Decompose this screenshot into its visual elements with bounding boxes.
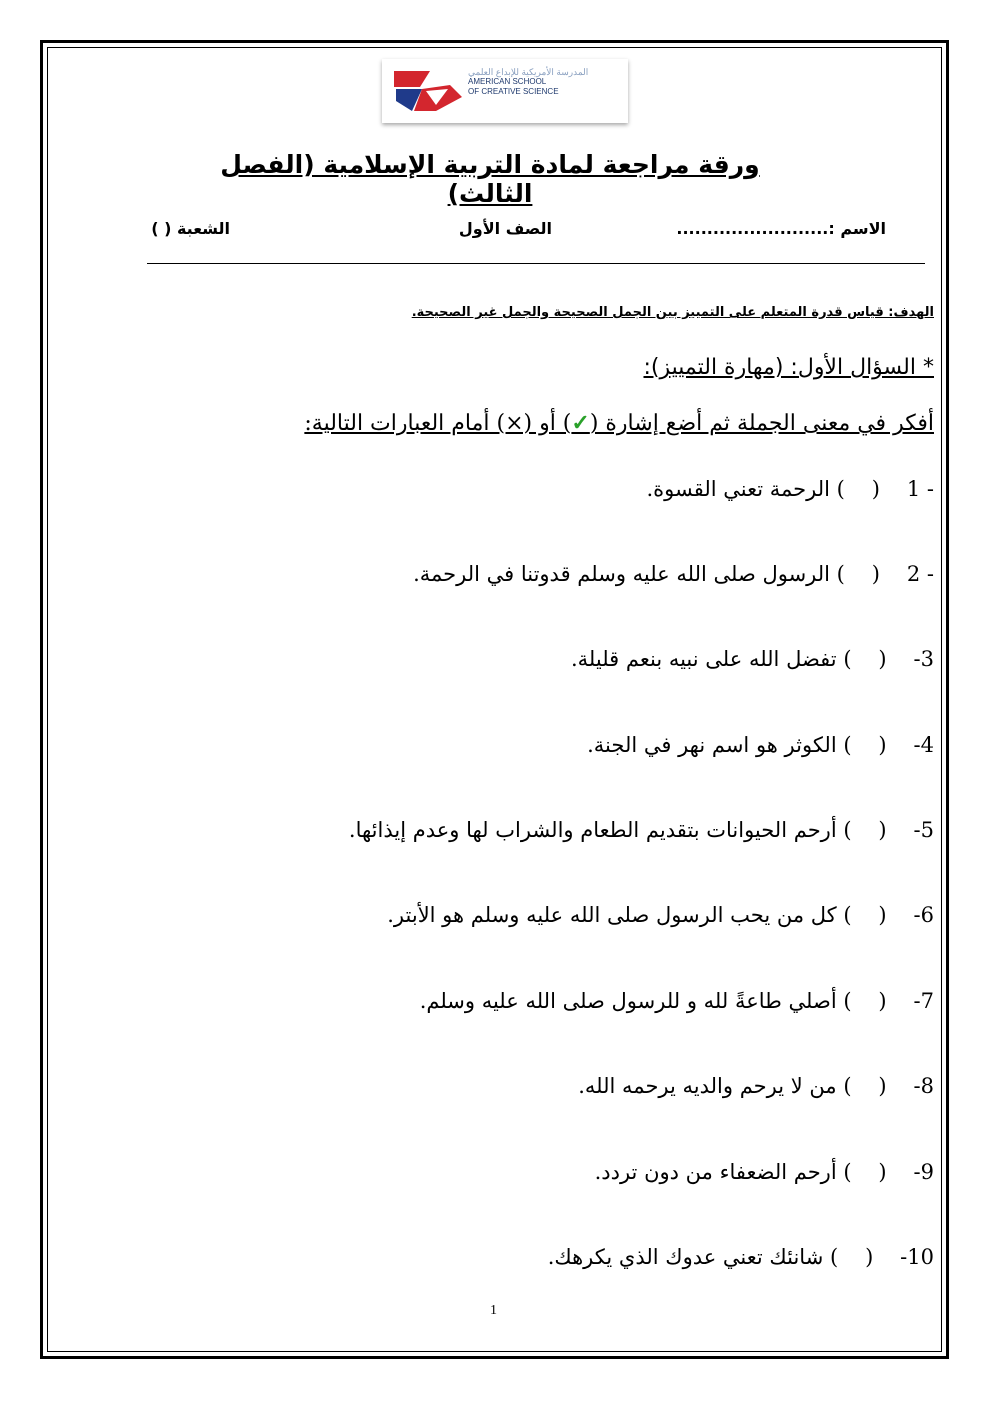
list-item: 1 - ( ) الرحمة تعني القسوة.	[646, 477, 934, 501]
item-number: -7	[913, 989, 934, 1013]
item-number: -6	[913, 903, 934, 927]
list-item: -4 ( ) الكوثر هو اسم نهر في الجنة.	[587, 733, 934, 757]
instruction-line	[304, 410, 934, 436]
school-logo	[382, 59, 628, 123]
list-item: -5 ( ) أرحم الحيوانات بتقديم الطعام والشراب لها وعدم إيذائها.	[348, 818, 934, 842]
item-number: -3	[913, 647, 934, 671]
instruction-text-end: ) أو (×) أمام العبارات التالية:	[304, 411, 572, 436]
school-emblem-icon	[392, 67, 464, 115]
list-item: -7 ( ) أصلي طاعةً لله و للرسول صلى الله عليه وسلم.	[419, 989, 934, 1013]
worksheet-title: ورقة مراجعة لمادة التربية الإسلامية (الفصل الثالث)	[220, 150, 760, 208]
logo-english-name-2: OF CREATIVE SCIENCE	[468, 87, 559, 96]
item-text: ) كل من يحب الرسول صلى الله عليه وسلم هو الأبتر.	[387, 903, 852, 927]
item-text: ) تفضل الله على نبيه بنعم قليلة.	[570, 647, 852, 671]
list-item: -9 ( ) أرحم الضعفاء من دون تردد.	[594, 1160, 934, 1184]
grade-label: الصف الأول	[458, 219, 552, 238]
item-text: ) الرحمة تعني القسوة.	[646, 477, 845, 501]
item-number: -4	[913, 733, 934, 757]
logo-arabic-name: المدرسة الأمريكية للإبداع العلمي	[468, 67, 589, 77]
list-item: -3 ( ) تفضل الله على نبيه بنعم قليلة.	[570, 647, 934, 671]
item-number: 2 -	[906, 562, 934, 586]
goal-statement: الهدف: قياس قدرة المتعلم على التمييز بين الجمل الصحيحة والجمل غير الصحيحة.	[411, 305, 934, 320]
list-item: -8 ( ) من لا يرحم والديه يرحمه الله.	[578, 1074, 934, 1098]
page-border-inner	[47, 47, 942, 1352]
list-item: 2 - ( ) الرسول صلى الله عليه وسلم قدوتنا في الرحمة.	[413, 562, 934, 586]
item-text: ) أصلي طاعةً لله و للرسول صلى الله عليه وسلم.	[419, 989, 852, 1013]
item-number: -5	[913, 818, 934, 842]
item-text: ) الكوثر هو اسم نهر في الجنة.	[587, 733, 852, 757]
header-divider	[147, 263, 925, 264]
student-name-field: الاسم :.........................	[676, 219, 886, 238]
list-item: -10 ( ) شانئك تعني عدوك الذي يكرهك.	[547, 1245, 934, 1269]
item-text: ) شانئك تعني عدوك الذي يكرهك.	[547, 1245, 839, 1269]
logo-english-name-1: AMERICAN SCHOOL	[468, 77, 547, 86]
section-field: الشعبة ( )	[151, 219, 230, 238]
item-number: -8	[913, 1074, 934, 1098]
item-number: -9	[913, 1160, 934, 1184]
item-text: ) الرسول صلى الله عليه وسلم قدوتنا في الرحمة.	[413, 562, 845, 586]
item-text: ) أرحم الحيوانات بتقديم الطعام والشراب لها وعدم إيذائها.	[348, 818, 852, 842]
page-number: 1	[490, 1303, 497, 1318]
item-text: ) أرحم الضعفاء من دون تردد.	[594, 1160, 852, 1184]
check-mark-icon: ✓	[571, 410, 590, 436]
question-one-heading: * السؤال الأول: (مهارة التمييز):	[643, 355, 934, 380]
item-number: 1 -	[906, 477, 934, 501]
item-number: -10	[900, 1245, 934, 1269]
instruction-text-start: أفكر في معنى الجملة ثم أضع إشارة (	[589, 411, 934, 436]
item-text: ) من لا يرحم والديه يرحمه الله.	[578, 1074, 852, 1098]
list-item: -6 ( ) كل من يحب الرسول صلى الله عليه وسلم هو الأبتر.	[387, 903, 934, 927]
